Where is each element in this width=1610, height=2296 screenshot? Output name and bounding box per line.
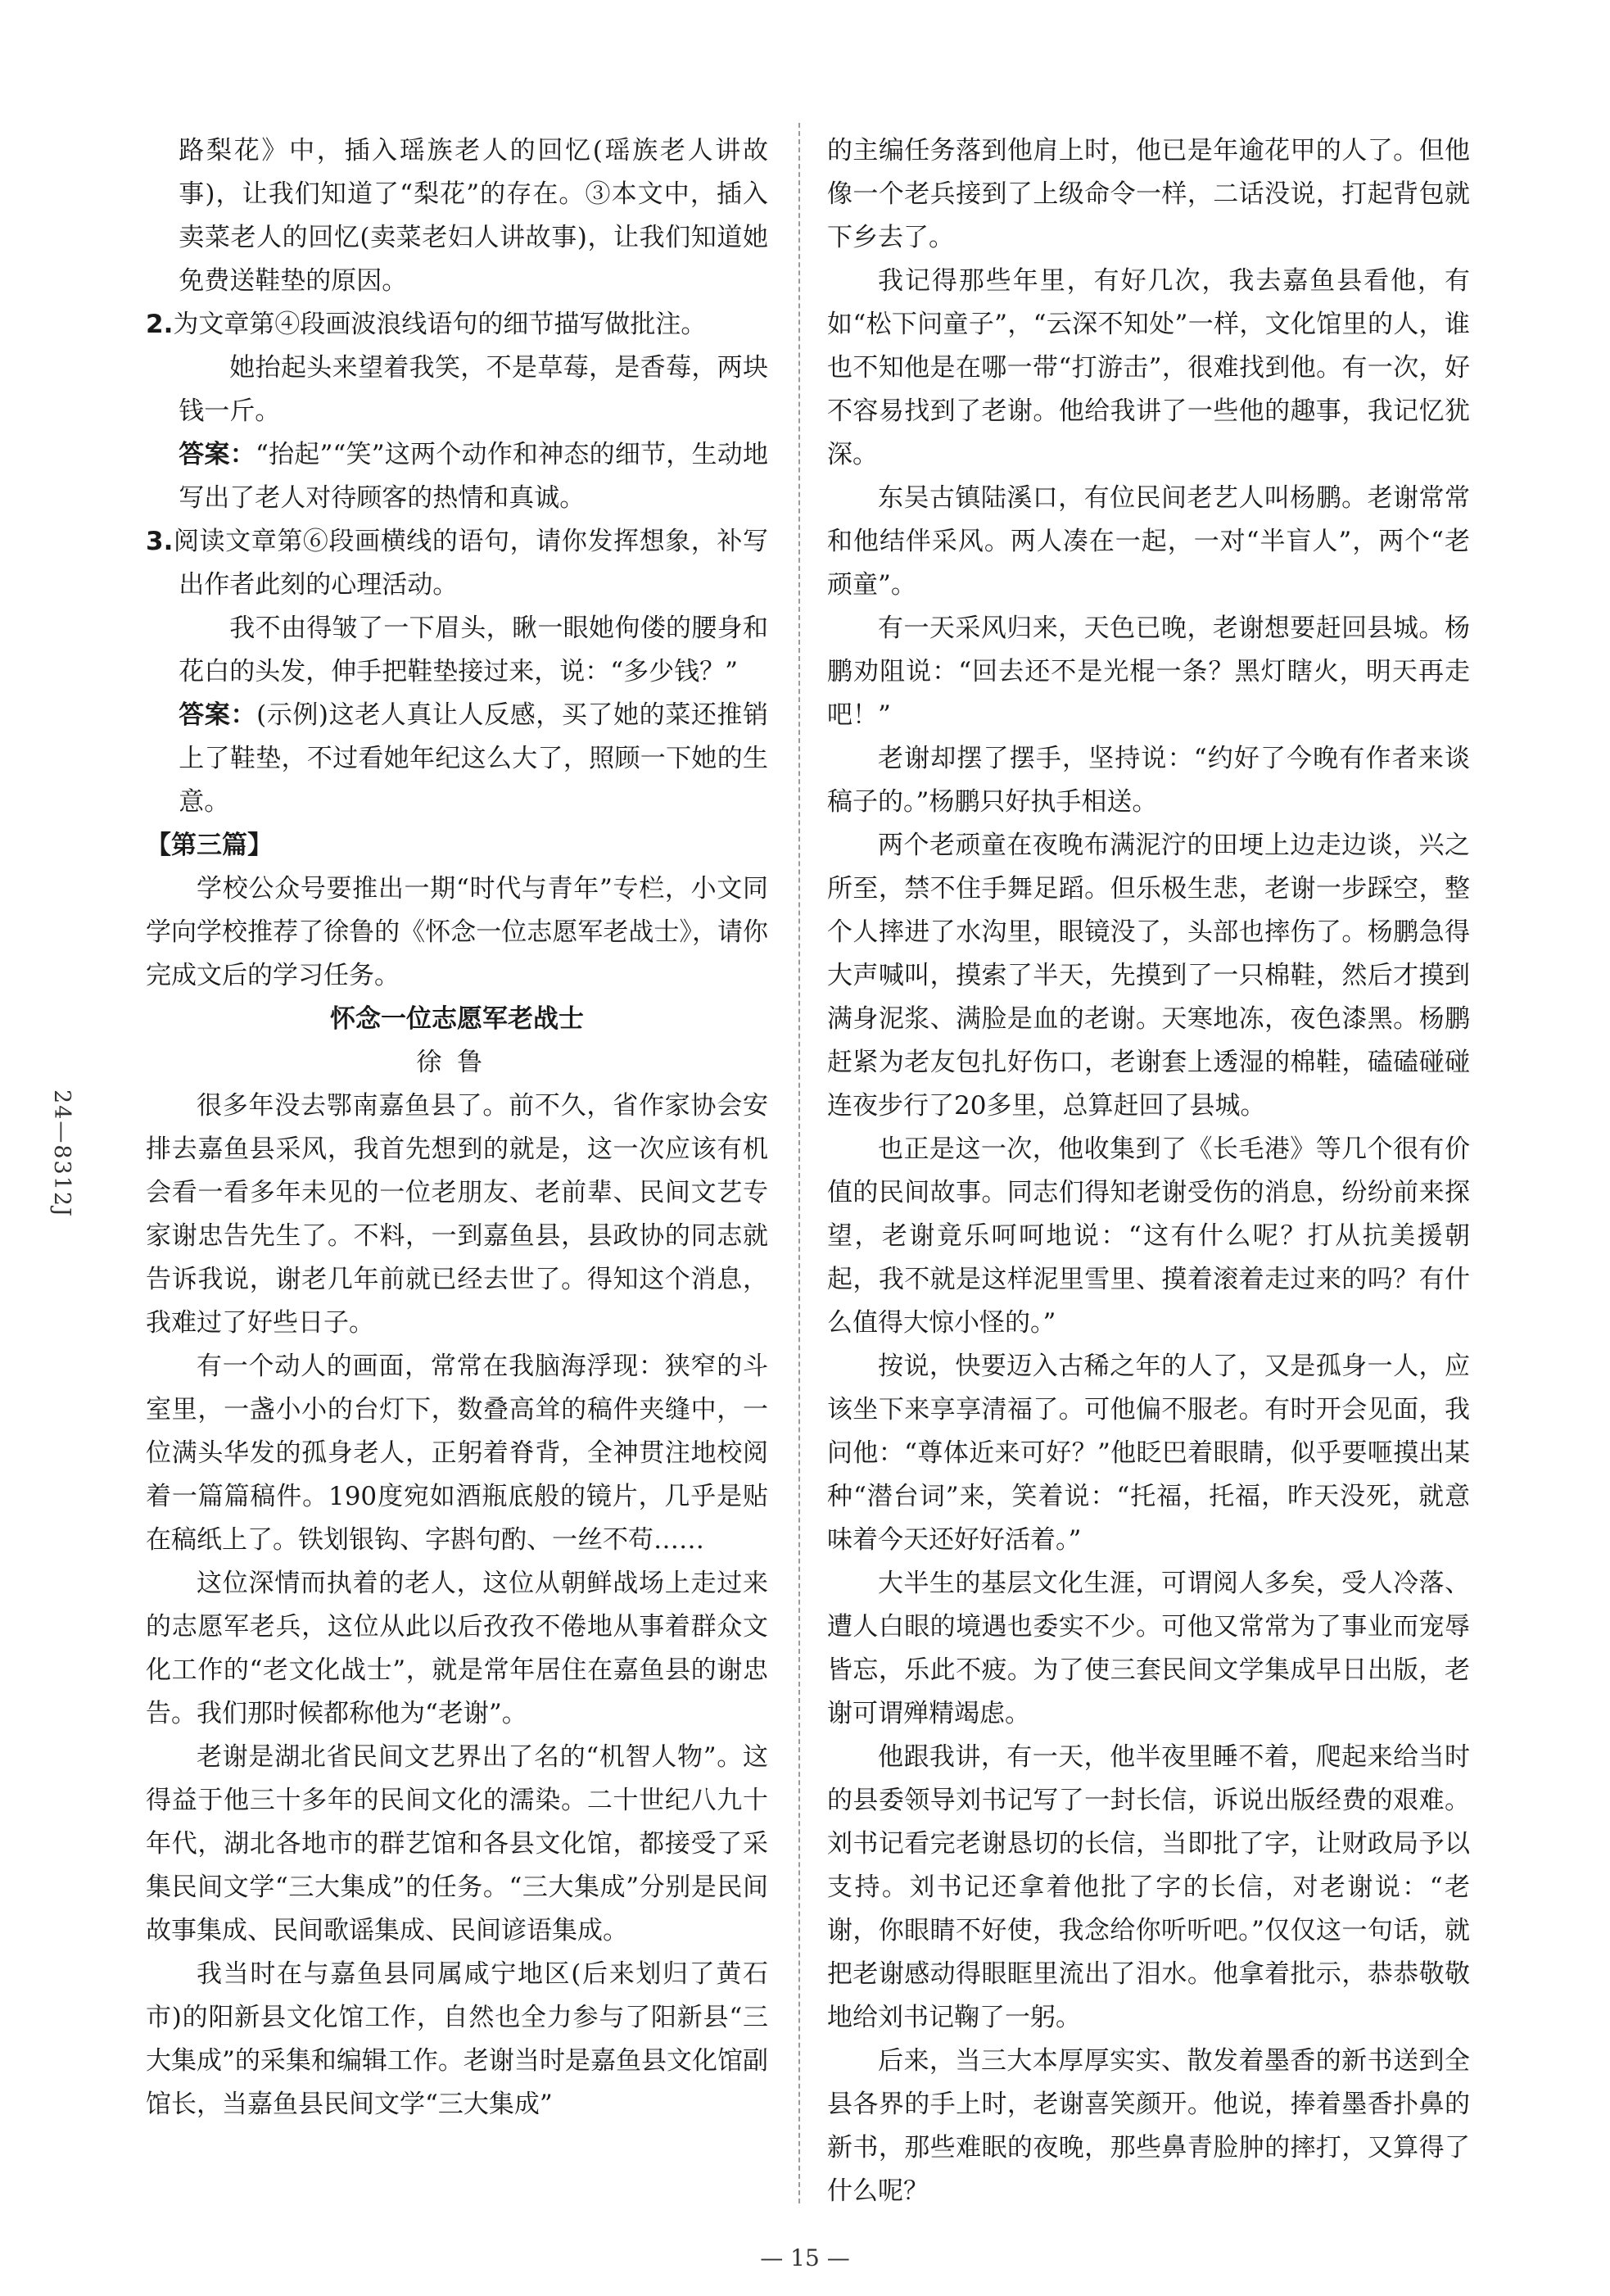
question-3-answer	[146, 694, 768, 824]
section-intro: 学校公众号要推出一期“时代与青年”专栏，小文同学向学校推荐了徐鲁的《怀念一位志愿军老战士》，请你完成文后的学习任务。	[146, 874, 768, 990]
article-author: 徐鲁	[416, 1048, 498, 1077]
answer-text: “抬起”“笑”这两个动作和神态的细节，生动地写出了老人对待顾客的热情和真诚。	[179, 440, 768, 513]
side-code: 24—8312J	[49, 1089, 75, 1218]
article-paragraph: 东吴古镇陆溪口，有位民间老艺人叫杨鹏。老谢常常和他结伴采风。两人凑在一起，一对“半盲人”，两个“老顽童”。	[827, 483, 1470, 600]
article-paragraph: 有一个动人的画面，常常在我脑海浮现：狭窄的斗室里，一盏小小的台灯下，数叠高耸的稿件夹缝中，一位满头华发的孤身老人，正躬着脊背，全神贯注地校阅着一篇篇稿件。190度宛如酒瓶底般的镜片，几乎是贴在稿纸上了。铁划银钩、字斟句酌、一丝不苟……	[146, 1352, 768, 1555]
left-column	[146, 129, 768, 2126]
answer-text: (示例)这老人真让人反感，买了她的菜还推销上了鞋垫，不过看她年纪这么大了，照顾一下她的生意。	[179, 700, 769, 817]
question-2	[146, 303, 768, 346]
article-paragraph: 老谢却摆了摆手，坚持说：“约好了今晚有作者来谈稿子的。”杨鹏只好执手相送。	[827, 744, 1470, 817]
question-2-quote: 她抬起头来望着我笑，不是草莓，是香莓，两块钱一斤。	[179, 353, 768, 426]
article-paragraph: 这位深情而执着的老人，这位从朝鲜战场上走过来的志愿军老兵，这位从此以后孜孜不倦地从事着群众文化工作的“老文化战士”，就是常年居住在嘉鱼县的谢忠告。我们那时候都称他为“老谢”。	[146, 1569, 768, 1728]
column-divider	[798, 123, 800, 2203]
article-paragraph: 按说，快要迈入古稀之年的人了，又是孤身一人，应该坐下来享享清福了。可他偏不服老。有时开会见面，我问他：“尊体近来可好？”他眨巴着眼睛，似乎要咂摸出某种“潜台词”来，笑着说：“托福，托福，昨天没死，就意味着今天还好好活着。”	[827, 1352, 1470, 1555]
article-paragraph: 他跟我讲，有一天，他半夜里睡不着，爬起来给当时的县委领导刘书记写了一封长信，诉说出版经费的艰难。刘书记看完老谢恳切的长信，当即批了字，让财政局予以支持。刘书记还拿着他批了字的长信，对老谢说：“老谢，你眼睛不好使，我念给你听听吧。”仅仅这一句话，就把老谢感动得眼眶里流出了泪水。他拿着批示，恭恭敬敬地给刘书记鞠了一躬。	[827, 1742, 1470, 2032]
question-2-number: 2.	[146, 310, 174, 339]
question-3-number: 3.	[146, 527, 174, 556]
page-number: — 15 —	[760, 2244, 850, 2271]
article-paragraph: 也正是这一次，他收集到了《长毛港》等几个很有价值的民间故事。同志们得知老谢受伤的消息，纷纷前来探望，老谢竟乐呵呵地说：“这有什么呢？打从抗美援朝起，我不就是这样泥里雪里、摸着滚着走过来的吗？有什么值得大惊小怪的。”	[827, 1134, 1470, 1338]
article-title: 怀念一位志愿军老战士	[330, 1004, 584, 1034]
answer-label: 答案：	[179, 700, 257, 730]
question-3	[146, 520, 768, 607]
question-3-quote: 我不由得皱了一下眉头，瞅一眼她佝偻的腰身和花白的头发，伸手把鞋垫接过来，说：“多少钱？”	[179, 614, 768, 686]
article-paragraph: 很多年没去鄂南嘉鱼县了。前不久，省作家协会安排去嘉鱼县采风，我首先想到的就是，这一次应该有机会看一看多年未见的一位老朋友、老前辈、民间文艺专家谢忠告先生了。不料，一到嘉鱼县，县政协的同志就告诉我说，谢老几年前就已经去世了。得知这个消息，我难过了好些日子。	[146, 1091, 768, 1338]
article-paragraph: 我当时在与嘉鱼县同属咸宁地区(后来划归了黄石市)的阳新县文化馆工作，自然也全力参与了阳新县“三大集成”的采集和编辑工作。老谢当时是嘉鱼县文化馆副馆长，当嘉鱼县民间文学“三大集成”	[146, 1959, 768, 2119]
question-2-text: 为文章第④段画波浪线语句的细节描写做批注。	[173, 310, 707, 339]
article-paragraph-continued: 的主编任务落到他肩上时，他已是年逾花甲的人了。但他像一个老兵接到了上级命令一样，二话没说，打起背包就下乡去了。	[827, 136, 1470, 252]
article-paragraph: 老谢是湖北省民间文艺界出了名的“机智人物”。这得益于他三十多年的民间文化的濡染。二十世纪八九十年代，湖北各地市的群艺馆和各县文化馆，都接受了采集民间文学“三大集成”的任务。“三大集成”分别是民间故事集成、民间歌谣集成、民间谚语集成。	[146, 1742, 768, 1945]
question-2-answer	[146, 433, 768, 520]
article-paragraph: 两个老顽童在夜晚布满泥泞的田埂上边走边谈，兴之所至，禁不住手舞足蹈。但乐极生悲，老谢一步踩空，整个人摔进了水沟里，眼镜没了，头部也摔伤了。杨鹏急得大声喊叫，摸索了半天，先摸到了一只棉鞋，然后才摸到满身泥浆、满脸是血的老谢。天寒地冻，夜色漆黑。杨鹏赶紧为老友包扎好伤口，老谢套上透湿的棉鞋，磕磕碰碰连夜步行了20多里，总算赶回了县城。	[827, 831, 1470, 1121]
section-title: 【第三篇】	[146, 831, 273, 860]
question-3-text: 阅读文章第⑥段画横线的语句，请你发挥想象，补写出作者此刻的心理活动。	[173, 527, 768, 600]
intro-text: 路梨花》中，插入瑶族老人的回忆(瑶族老人讲故事)，让我们知道了“梨花”的存在。③本文中，插入卖菜老人的回忆(卖菜老妇人讲故事)，让我们知道她免费送鞋垫的原因。	[179, 136, 768, 296]
right-column	[827, 129, 1470, 2213]
article-paragraph: 我记得那些年里，有好几次，我去嘉鱼县看他，有如“松下问童子”，“云深不知处”一样，文化馆里的人，谁也不知他是在哪一带“打游击”，很难找到他。有一次，好不容易找到了老谢。他给我讲了一些他的趣事，我记忆犹深。	[827, 266, 1470, 469]
article-paragraph: 有一天采风归来，天色已晚，老谢想要赶回县城。杨鹏劝阻说：“回去还不是光棍一条？黑灯瞎火，明天再走吧！”	[827, 614, 1470, 730]
article-paragraph: 大半生的基层文化生涯，可谓阅人多矣，受人冷落、遭人白眼的境遇也委实不少。可他又常常为了事业而宠辱皆忘，乐此不疲。为了使三套民间文学集成早日出版，老谢可谓殚精竭虑。	[827, 1569, 1470, 1728]
article-paragraph: 后来，当三大本厚厚实实、散发着墨香的新书送到全县各界的手上时，老谢喜笑颜开。他说，捧着墨香扑鼻的新书，那些难眠的夜晚，那些鼻青脸肿的摔打，又算得了什么呢？	[827, 2046, 1470, 2206]
answer-label: 答案：	[179, 440, 256, 469]
